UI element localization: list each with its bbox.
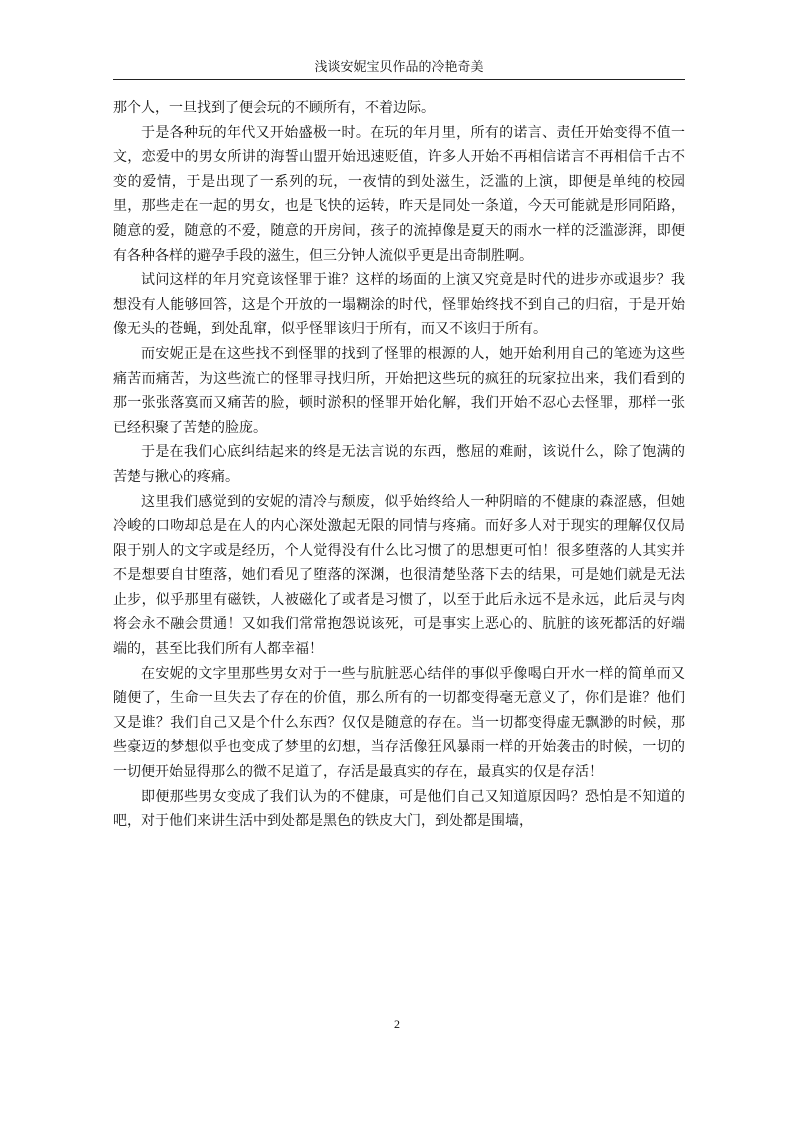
paragraph: 试问这样的年月究竟该怪罪于谁？这样的场面的上演又究竟是时代的进步亦或退步？我想没有人能够回答，这是个开放的一塌糊涂的时代，怪罪始终找不到自己的归宿，于是开始像无头的苍蝇，到处乱窜，似乎怪罪该归于所有，而又不该归于所有。 (113, 272, 685, 338)
page-number: 2 (394, 1017, 400, 1031)
paragraph: 这里我们感觉到的安妮的清冷与颓废，似乎始终给人一种阴暗的不健康的森涩感，但她冷峻的口吻却总是在人的内心深处激起无限的同情与疼痛。而好多人对于现实的理解仅仅局限于别人的文字或是经历，个人觉得没有什么比习惯了的思想更可怕！很多堕落的人其实并不是想要自甘堕落，她们看见了堕落的深渊，也很清楚坠落下去的结果，可是她们就是无法止步，似乎那里有磁铁，人被磁化了或者是习惯了，以至于此后永远不是永远，此后灵与肉将会永不融会贯通！又如我们常常抱怨说该死，可是事实上恶心的、肮脏的该死都活的好端端的，甚至比我们所有人都幸福！ (113, 493, 685, 658)
body-text (113, 96, 685, 834)
paragraph: 即便那些男女变成了我们认为的不健康，可是他们自己又知道原因吗？恐怕是不知道的吧，对于他们来讲生活中到处都是黑色的铁皮大门，到处都是围墙， (113, 788, 685, 830)
running-header: 浅谈安妮宝贝作品的冷艳奇美 (113, 59, 685, 80)
paragraph: 于是各种玩的年代又开始盛极一时。在玩的年月里，所有的诺言、责任开始变得不值一文，恋爱中的男女所讲的海誓山盟开始迅速贬值，许多人开始不再相信诺言不再相信千古不变的爱情，于是出现了一系列的玩，一夜情的到处滋生，泛滥的上演，即便是单纯的校园里，那些走在一起的男女，也是飞快的运转，昨天是同处一条道，今天可能就是形同陌路，随意的爱，随意的不爱，随意的开房间，孩子的流掉像是夏天的雨水一样的泛滥澎湃，即便有各种各样的避孕手段的滋生，但三分钟人流似乎更是出奇制胜啊。 (113, 124, 685, 264)
paragraph: 在安妮的文字里那些男女对于一些与肮脏恶心结伴的事似乎像喝白开水一样的简单而又随便了，生命一旦失去了存在的价值，那么所有的一切都变得毫无意义了，你们是谁？他们又是谁？我们自己又是个什么东西？仅仅是随意的存在。当一切都变得虚无飘渺的时候，那些豪迈的梦想似乎也变成了梦里的幻想，当存活像狂风暴雨一样的开始袭击的时候，一切的一切便开始显得那么的微不足道了，存活是最真实的存在，最真实的仅是存活！ (113, 665, 685, 781)
paragraph: 那个人，一旦找到了便会玩的不顾所有，不着边际。 (113, 100, 435, 116)
paragraph: 于是在我们心底纠结起来的终是无法言说的东西，憋屈的难耐，该说什么，除了饱满的苦楚与揪心的疼痛。 (113, 444, 685, 485)
paragraph: 而安妮正是在这些找不到怪罪的找到了怪罪的根源的人，她开始利用自己的笔迹为这些痛苦而痛苦，为这些流亡的怪罪寻找归所，开始把这些玩的疯狂的玩家拉出来，我们看到的那一张张落寞而又痛苦的脸，顿时淤积的怪罪开始化解，我们开始不忍心去怪罪，那样一张已经积聚了苦楚的脸庞。 (113, 345, 685, 436)
